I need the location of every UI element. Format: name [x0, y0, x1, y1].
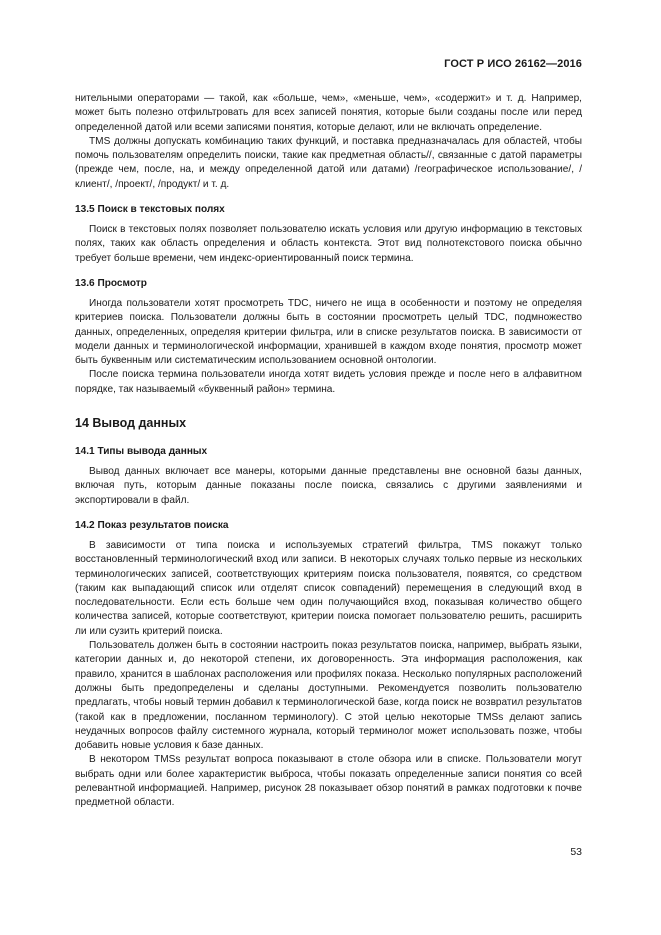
page-content [75, 92, 582, 811]
section-14-2-heading: 14.2 Показ результатов поиска [75, 519, 229, 531]
section-13-6-heading: 13.6 Просмотр [75, 277, 147, 289]
section-14-2-paragraph-3: В некотором TMSs результат вопроса показывают в столе обзора или в списке. Пользователи могут выбрать одни или более характеристик выброса, чтобы показать определенные записи понятия со всей релевантной информацией. Например, рисунок 28 показывает обзор понятий в рамках подготовки к почве предметной области. [75, 754, 582, 809]
section-14-1-paragraph: Вывод данных включает все манеры, которыми данные представлены вне основной базы данных, включая путь, которым данные показаны после поиска, связались с другими заявлениями и экспортировали в файл. [75, 466, 582, 506]
section-13-5-heading: 13.5 Поиск в текстовых полях [75, 204, 225, 216]
section-14-2-paragraph-1: В зависимости от типа поиска и используемых стратегий фильтра, TMS покажут только восстановленный терминологический вход или записи. В некоторых случаях только первые из нескольких терминологических записей, соответствующих критериям поиска пользователя, появятся, со средством (таким как выпадающий список или отделят список совпадений) перемещения в следующий вход в последовательности. Если есть больше чем один получающийся вход, показывая количество общего количества записей, которые соответствуют, критерии поиска помогает пользователю решить, расширить ли или сузить критерий поиска. [75, 539, 582, 637]
section-13-5-paragraph: Поиск в текстовых полях позволяет пользователю искать условия или другую информацию в текстовых полях, таких как область определения и область контекста. Этот вид полнотекстового поиска обычно требует больше времени, чем индекс-ориентированный поиск термина. [75, 224, 582, 264]
paragraph-tms-functions: TMS должны допускать комбинацию таких функций, и поставка предназначалась для областей, чтобы помочь пользователям определить поиски, такие как предметная область//, связанные с датой параметры (прежде чем, после, на, и между определенной датой или датами) /географическое использование/, /клиент/, /проект/, /продукт/ и т. д. [75, 135, 582, 190]
section-13-6-paragraph-1: Иногда пользователи хотят просмотреть TDC, ничего не ища в особенности и поэтому не определяя критериев поиска. Пользователи должны быть в состоянии просмотреть целый TDC, подмножество данных, определенных, определяя критерии фильтра, или в списке результатов поиска. В зависимости от модели данных и терминологической информации, хранившей в каждом входе понятия, просмотр может быть буквенным или систематическим использованием основной онтологии. [75, 297, 582, 367]
section-13-6-paragraph-2: После поиска термина пользователи иногда хотят видеть условия прежде и после него в алфавитном порядке, так называемый «буквенный район» термина. [75, 369, 582, 395]
page-number: 53 [570, 846, 582, 858]
section-14-heading: 14 Вывод данных [75, 416, 187, 431]
section-14-2-paragraph-2: Пользователь должен быть в состоянии настроить показ результатов поиска, например, выбрать языки, категории данных и, до некоторой степени, их договоренность. Эта информация расположения, как правило, хранится в шаблонах расположения или профилях показа. Несколько популярных расположений должны быть предопределены и сделаны доступными. Рекомендуется позволить пользователю предлагать, чтобы новый термин добавил к терминологической базе, когда поиск не возвратил результатов (такой как в предложении, посланном терминологу). С этой целью некоторые TMSs делают запись неудачных вопросов файлу системного журнала, который терминолог может использовать позже, чтобы добавить новые условия к базе данных. [75, 640, 582, 752]
paragraph-continuation: нительными операторами — такой, как «больше, чем», «меньше, чем», «содержит» и т. д. Например, может быть полезно отфильтровать для всех записей понятия, которые были созданы после или перед определенной датой или всеми записями понятия, которые делают, или не включать определение. [75, 93, 582, 133]
section-14-1-heading: 14.1 Типы вывода данных [75, 446, 208, 458]
document-header: ГОСТ Р ИСО 26162—2016 [444, 58, 582, 70]
